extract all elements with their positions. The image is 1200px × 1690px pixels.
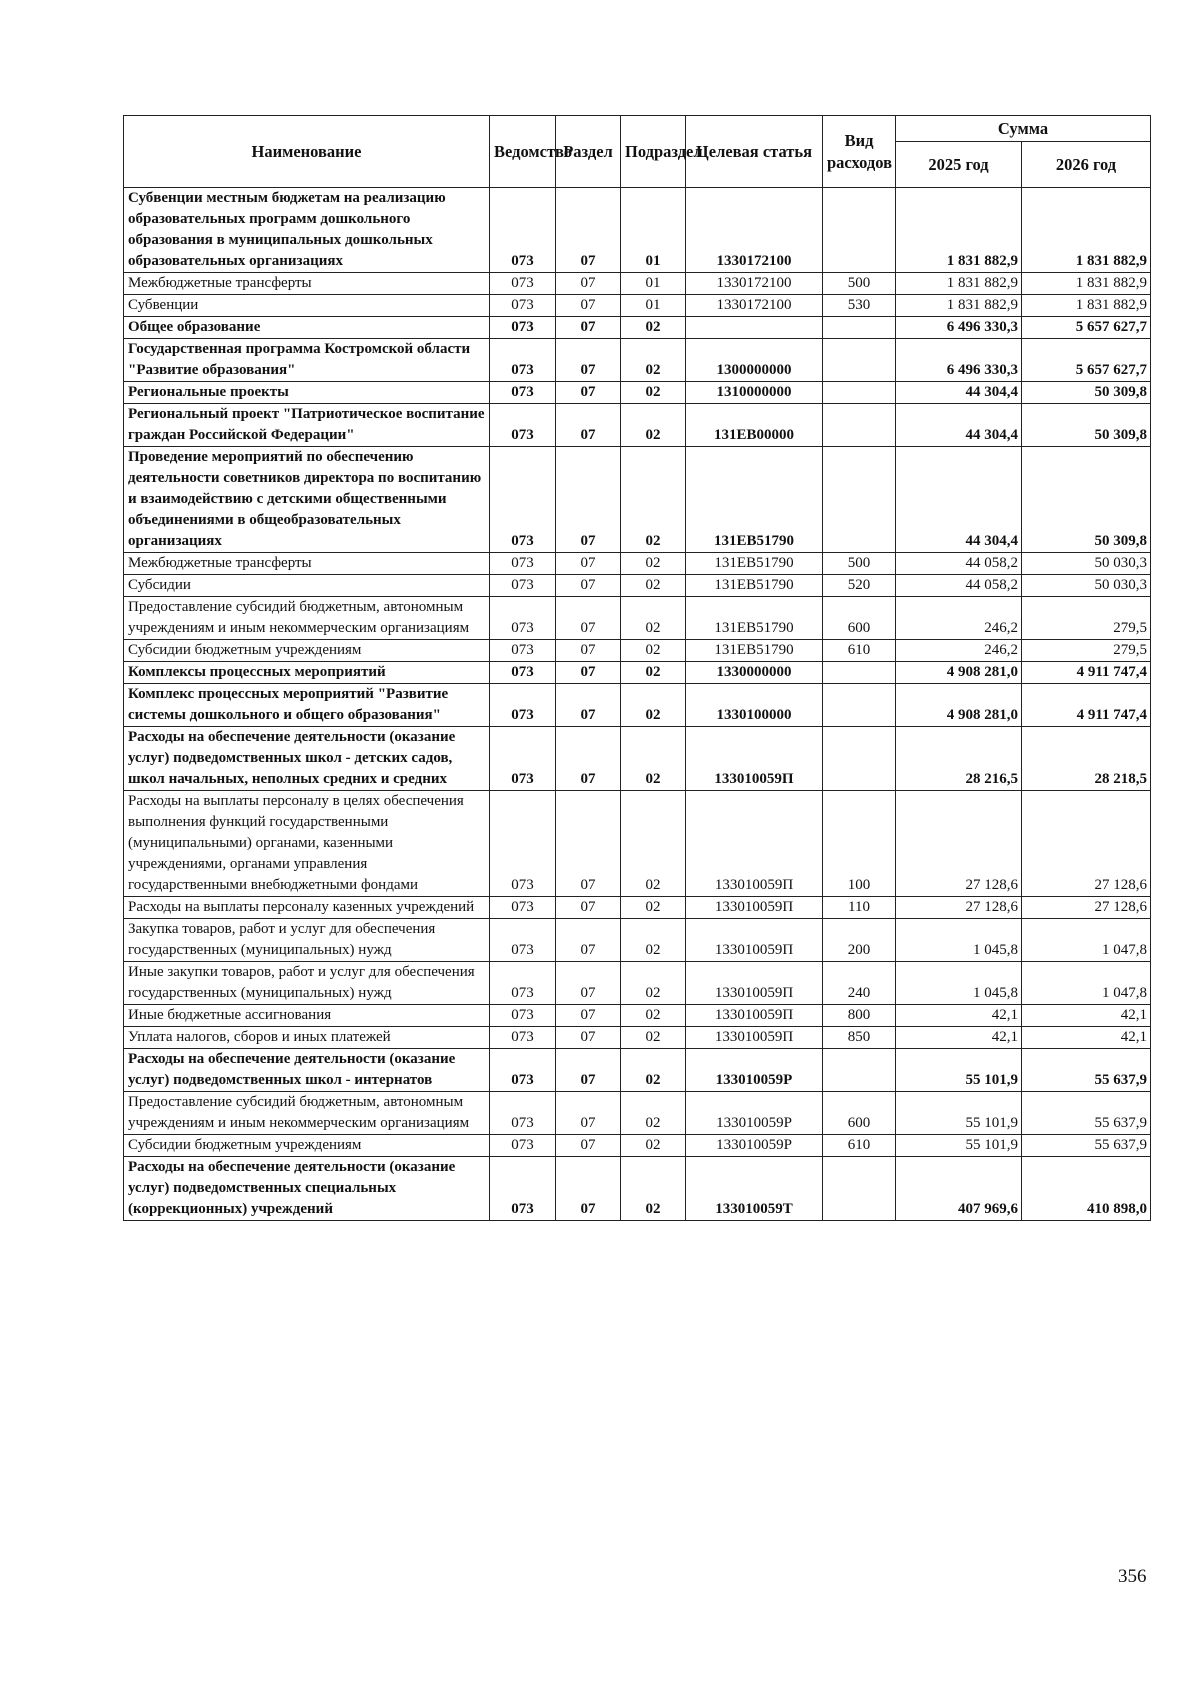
cell-razdel: 07 (556, 339, 621, 382)
cell-sum-2026: 1 047,8 (1022, 919, 1151, 962)
cell-celevaya-statya: 133010059П (686, 919, 823, 962)
cell-podrazdel: 02 (621, 404, 686, 447)
table-row (124, 791, 1151, 897)
cell-vid-rashodov: 240 (823, 962, 896, 1005)
table-row (124, 273, 1151, 295)
header-summa: Сумма (896, 116, 1151, 142)
cell-vid-rashodov (823, 727, 896, 791)
cell-razdel: 07 (556, 188, 621, 273)
cell-sum-2026: 42,1 (1022, 1027, 1151, 1049)
table-row (124, 404, 1151, 447)
table-row (124, 317, 1151, 339)
cell-vedomstvo: 073 (490, 295, 556, 317)
cell-name: Региональные проекты (124, 382, 490, 404)
cell-sum-2025: 42,1 (896, 1005, 1022, 1027)
cell-sum-2026: 1 831 882,9 (1022, 273, 1151, 295)
table-row (124, 962, 1151, 1005)
cell-razdel: 07 (556, 897, 621, 919)
cell-celevaya-statya: 131EB51790 (686, 640, 823, 662)
cell-vedomstvo: 073 (490, 897, 556, 919)
header-celevaya-statya: Целевая статья (686, 116, 823, 188)
table-row (124, 1049, 1151, 1092)
table-row (124, 1005, 1151, 1027)
cell-vedomstvo: 073 (490, 404, 556, 447)
cell-sum-2025: 6 496 330,3 (896, 317, 1022, 339)
cell-vid-rashodov: 530 (823, 295, 896, 317)
cell-celevaya-statya: 133010059П (686, 1005, 823, 1027)
cell-name: Закупка товаров, работ и услуг для обеспечения государственных (муниципальных) нужд (124, 919, 490, 962)
cell-vid-rashodov: 850 (823, 1027, 896, 1049)
cell-sum-2026: 4 911 747,4 (1022, 684, 1151, 727)
cell-name: Иные бюджетные ассигнования (124, 1005, 490, 1027)
cell-celevaya-statya: 1330172100 (686, 273, 823, 295)
table-row (124, 684, 1151, 727)
cell-celevaya-statya: 131EB51790 (686, 597, 823, 640)
cell-vedomstvo: 073 (490, 1027, 556, 1049)
cell-vedomstvo: 073 (490, 662, 556, 684)
cell-name: Комплекс процессных мероприятий "Развитие системы дошкольного и общего образования" (124, 684, 490, 727)
cell-vid-rashodov: 600 (823, 597, 896, 640)
budget-table (123, 115, 1151, 1221)
cell-vid-rashodov (823, 684, 896, 727)
cell-sum-2026: 5 657 627,7 (1022, 317, 1151, 339)
cell-sum-2026: 50 309,8 (1022, 382, 1151, 404)
cell-name: Иные закупки товаров, работ и услуг для обеспечения государственных (муниципальных) нужд (124, 962, 490, 1005)
cell-sum-2026: 42,1 (1022, 1005, 1151, 1027)
cell-vedomstvo: 073 (490, 1092, 556, 1135)
cell-sum-2025: 4 908 281,0 (896, 662, 1022, 684)
cell-vid-rashodov: 520 (823, 575, 896, 597)
cell-razdel: 07 (556, 382, 621, 404)
cell-name: Субвенции (124, 295, 490, 317)
cell-sum-2026: 4 911 747,4 (1022, 662, 1151, 684)
cell-sum-2026: 1 047,8 (1022, 962, 1151, 1005)
cell-sum-2026: 1 831 882,9 (1022, 188, 1151, 273)
cell-sum-2025: 44 304,4 (896, 382, 1022, 404)
cell-podrazdel: 02 (621, 791, 686, 897)
cell-vid-rashodov (823, 382, 896, 404)
cell-vedomstvo: 073 (490, 575, 556, 597)
cell-vedomstvo: 073 (490, 791, 556, 897)
cell-podrazdel: 02 (621, 597, 686, 640)
cell-sum-2025: 1 831 882,9 (896, 273, 1022, 295)
cell-vid-rashodov (823, 188, 896, 273)
header-vid-rashodov: Вид расходов (823, 116, 896, 188)
cell-vedomstvo: 073 (490, 597, 556, 640)
cell-sum-2025: 55 101,9 (896, 1135, 1022, 1157)
cell-celevaya-statya: 131EB51790 (686, 575, 823, 597)
cell-sum-2025: 27 128,6 (896, 897, 1022, 919)
cell-name: Государственная программа Костромской области "Развитие образования" (124, 339, 490, 382)
cell-sum-2025: 55 101,9 (896, 1049, 1022, 1092)
cell-sum-2025: 44 304,4 (896, 447, 1022, 553)
table-row (124, 188, 1151, 273)
cell-podrazdel: 02 (621, 1135, 686, 1157)
cell-razdel: 07 (556, 684, 621, 727)
cell-vid-rashodov: 100 (823, 791, 896, 897)
cell-sum-2025: 1 831 882,9 (896, 295, 1022, 317)
cell-sum-2026: 50 309,8 (1022, 447, 1151, 553)
cell-podrazdel: 02 (621, 897, 686, 919)
cell-sum-2025: 44 058,2 (896, 553, 1022, 575)
cell-vedomstvo: 073 (490, 317, 556, 339)
table-row (124, 295, 1151, 317)
cell-razdel: 07 (556, 317, 621, 339)
table-row (124, 919, 1151, 962)
cell-razdel: 07 (556, 1157, 621, 1221)
cell-sum-2025: 4 908 281,0 (896, 684, 1022, 727)
cell-podrazdel: 02 (621, 640, 686, 662)
cell-vedomstvo: 073 (490, 339, 556, 382)
cell-sum-2026: 27 128,6 (1022, 791, 1151, 897)
cell-sum-2026: 279,5 (1022, 597, 1151, 640)
cell-celevaya-statya: 133010059Р (686, 1092, 823, 1135)
cell-vid-rashodov: 500 (823, 553, 896, 575)
cell-name: Расходы на выплаты персоналу казенных учреждений (124, 897, 490, 919)
cell-sum-2025: 44 058,2 (896, 575, 1022, 597)
cell-podrazdel: 02 (621, 919, 686, 962)
cell-razdel: 07 (556, 404, 621, 447)
cell-podrazdel: 02 (621, 684, 686, 727)
cell-vid-rashodov (823, 317, 896, 339)
cell-podrazdel: 02 (621, 1049, 686, 1092)
cell-podrazdel: 02 (621, 339, 686, 382)
cell-podrazdel: 02 (621, 575, 686, 597)
cell-celevaya-statya: 1310000000 (686, 382, 823, 404)
header-year-2025: 2025 год (896, 142, 1022, 188)
budget-table-sheet (123, 115, 1150, 1221)
cell-razdel: 07 (556, 1092, 621, 1135)
table-row (124, 640, 1151, 662)
cell-name: Субвенции местным бюджетам на реализацию образовательных программ дошкольного образования в муниципальных дошкольных образовательных организациях (124, 188, 490, 273)
cell-sum-2025: 28 216,5 (896, 727, 1022, 791)
cell-celevaya-statya: 133010059Р (686, 1049, 823, 1092)
cell-vedomstvo: 073 (490, 640, 556, 662)
table-row (124, 1135, 1151, 1157)
table-row (124, 382, 1151, 404)
cell-razdel: 07 (556, 273, 621, 295)
cell-sum-2026: 5 657 627,7 (1022, 339, 1151, 382)
cell-name: Межбюджетные трансферты (124, 273, 490, 295)
cell-sum-2026: 1 831 882,9 (1022, 295, 1151, 317)
cell-name: Комплексы процессных мероприятий (124, 662, 490, 684)
cell-name: Предоставление субсидий бюджетным, автономным учреждениям и иным некоммерческим организациям (124, 597, 490, 640)
cell-vedomstvo: 073 (490, 447, 556, 553)
cell-celevaya-statya (686, 317, 823, 339)
cell-podrazdel: 01 (621, 295, 686, 317)
cell-razdel: 07 (556, 640, 621, 662)
cell-sum-2025: 27 128,6 (896, 791, 1022, 897)
cell-name: Уплата налогов, сборов и иных платежей (124, 1027, 490, 1049)
header-name: Наименование (124, 116, 490, 188)
table-row (124, 662, 1151, 684)
cell-razdel: 07 (556, 662, 621, 684)
cell-vid-rashodov: 610 (823, 640, 896, 662)
cell-podrazdel: 02 (621, 1157, 686, 1221)
cell-vedomstvo: 073 (490, 919, 556, 962)
table-row (124, 553, 1151, 575)
cell-celevaya-statya: 133010059П (686, 1027, 823, 1049)
cell-podrazdel: 02 (621, 962, 686, 1005)
cell-vedomstvo: 073 (490, 727, 556, 791)
cell-vedomstvo: 073 (490, 1005, 556, 1027)
cell-razdel: 07 (556, 1005, 621, 1027)
cell-razdel: 07 (556, 727, 621, 791)
cell-vedomstvo: 073 (490, 1135, 556, 1157)
cell-vedomstvo: 073 (490, 273, 556, 295)
cell-sum-2025: 55 101,9 (896, 1092, 1022, 1135)
table-header (124, 116, 1151, 188)
cell-podrazdel: 02 (621, 727, 686, 791)
cell-sum-2025: 246,2 (896, 640, 1022, 662)
cell-vedomstvo: 073 (490, 684, 556, 727)
cell-vid-rashodov: 800 (823, 1005, 896, 1027)
cell-name: Проведение мероприятий по обеспечению деятельности советников директора по воспитанию и взаимодействию с детскими общественными объединениями в общеобразовательных организациях (124, 447, 490, 553)
cell-celevaya-statya: 1330172100 (686, 295, 823, 317)
cell-name: Расходы на обеспечение деятельности (оказание услуг) подведомственных школ - интернатов (124, 1049, 490, 1092)
cell-vedomstvo: 073 (490, 1157, 556, 1221)
cell-name: Субсидии бюджетным учреждениям (124, 640, 490, 662)
cell-vid-rashodov: 610 (823, 1135, 896, 1157)
table-row (124, 447, 1151, 553)
cell-name: Субсидии (124, 575, 490, 597)
cell-vedomstvo: 073 (490, 188, 556, 273)
cell-sum-2026: 50 030,3 (1022, 575, 1151, 597)
cell-celevaya-statya: 133010059П (686, 727, 823, 791)
page-number: 356 (1118, 1566, 1147, 1587)
cell-celevaya-statya: 133010059П (686, 791, 823, 897)
table-row (124, 1027, 1151, 1049)
cell-celevaya-statya: 133010059П (686, 897, 823, 919)
cell-vid-rashodov: 600 (823, 1092, 896, 1135)
cell-celevaya-statya: 131EB51790 (686, 553, 823, 575)
header-podrazdel: Подраздел (621, 116, 686, 188)
cell-podrazdel: 02 (621, 662, 686, 684)
cell-razdel: 07 (556, 575, 621, 597)
cell-celevaya-statya: 133010059Т (686, 1157, 823, 1221)
cell-name: Расходы на обеспечение деятельности (оказание услуг) подведомственных школ - детских садов, школ начальных, неполных средних и средних (124, 727, 490, 791)
cell-sum-2025: 246,2 (896, 597, 1022, 640)
header-vedomstvo: Ведомство (490, 116, 556, 188)
table-row (124, 1092, 1151, 1135)
cell-sum-2026: 55 637,9 (1022, 1092, 1151, 1135)
table-row (124, 1157, 1151, 1221)
cell-sum-2025: 407 969,6 (896, 1157, 1022, 1221)
cell-sum-2026: 27 128,6 (1022, 897, 1151, 919)
cell-sum-2026: 28 218,5 (1022, 727, 1151, 791)
cell-sum-2025: 1 045,8 (896, 962, 1022, 1005)
cell-podrazdel: 02 (621, 317, 686, 339)
cell-name: Межбюджетные трансферты (124, 553, 490, 575)
cell-podrazdel: 02 (621, 553, 686, 575)
cell-razdel: 07 (556, 791, 621, 897)
table-body (124, 188, 1151, 1221)
cell-vedomstvo: 073 (490, 1049, 556, 1092)
cell-sum-2025: 44 304,4 (896, 404, 1022, 447)
cell-razdel: 07 (556, 919, 621, 962)
cell-sum-2026: 50 030,3 (1022, 553, 1151, 575)
cell-sum-2025: 1 045,8 (896, 919, 1022, 962)
cell-vedomstvo: 073 (490, 382, 556, 404)
header-razdel: Раздел (556, 116, 621, 188)
cell-vid-rashodov (823, 447, 896, 553)
cell-celevaya-statya: 1330100000 (686, 684, 823, 727)
cell-sum-2025: 1 831 882,9 (896, 188, 1022, 273)
cell-vid-rashodov (823, 1049, 896, 1092)
cell-vid-rashodov (823, 339, 896, 382)
cell-vid-rashodov: 200 (823, 919, 896, 962)
cell-podrazdel: 01 (621, 188, 686, 273)
cell-razdel: 07 (556, 447, 621, 553)
header-year-2026: 2026 год (1022, 142, 1151, 188)
cell-podrazdel: 02 (621, 1005, 686, 1027)
cell-podrazdel: 01 (621, 273, 686, 295)
cell-sum-2026: 279,5 (1022, 640, 1151, 662)
cell-vid-rashodov (823, 404, 896, 447)
cell-sum-2026: 55 637,9 (1022, 1135, 1151, 1157)
cell-razdel: 07 (556, 1049, 621, 1092)
cell-razdel: 07 (556, 597, 621, 640)
table-row (124, 897, 1151, 919)
cell-vid-rashodov: 110 (823, 897, 896, 919)
cell-vedomstvo: 073 (490, 553, 556, 575)
cell-name: Субсидии бюджетным учреждениям (124, 1135, 490, 1157)
cell-name: Общее образование (124, 317, 490, 339)
cell-sum-2025: 6 496 330,3 (896, 339, 1022, 382)
cell-celevaya-statya: 1330000000 (686, 662, 823, 684)
table-row (124, 339, 1151, 382)
cell-vid-rashodov (823, 662, 896, 684)
cell-sum-2026: 55 637,9 (1022, 1049, 1151, 1092)
table-row (124, 597, 1151, 640)
cell-name: Предоставление субсидий бюджетным, автономным учреждениям и иным некоммерческим организациям (124, 1092, 490, 1135)
table-row (124, 727, 1151, 791)
cell-razdel: 07 (556, 295, 621, 317)
cell-celevaya-statya: 133010059Р (686, 1135, 823, 1157)
cell-celevaya-statya: 131EB00000 (686, 404, 823, 447)
cell-celevaya-statya: 133010059П (686, 962, 823, 1005)
cell-name: Расходы на выплаты персоналу в целях обеспечения выполнения функций государственными (муниципальными) органами, казенными учреждениями, органами управления государственными внебюджетными фондами (124, 791, 490, 897)
cell-razdel: 07 (556, 1027, 621, 1049)
cell-vedomstvo: 073 (490, 962, 556, 1005)
table-row (124, 575, 1151, 597)
cell-name: Расходы на обеспечение деятельности (оказание услуг) подведомственных специальных (коррекционных) учреждений (124, 1157, 490, 1221)
cell-razdel: 07 (556, 1135, 621, 1157)
cell-name: Региональный проект "Патриотическое воспитание граждан Российской Федерации" (124, 404, 490, 447)
cell-razdel: 07 (556, 553, 621, 575)
cell-sum-2026: 410 898,0 (1022, 1157, 1151, 1221)
cell-podrazdel: 02 (621, 1092, 686, 1135)
cell-podrazdel: 02 (621, 447, 686, 553)
cell-vid-rashodov (823, 1157, 896, 1221)
cell-sum-2025: 42,1 (896, 1027, 1022, 1049)
cell-podrazdel: 02 (621, 1027, 686, 1049)
cell-sum-2026: 50 309,8 (1022, 404, 1151, 447)
cell-razdel: 07 (556, 962, 621, 1005)
cell-podrazdel: 02 (621, 382, 686, 404)
cell-celevaya-statya: 1300000000 (686, 339, 823, 382)
cell-vid-rashodov: 500 (823, 273, 896, 295)
cell-celevaya-statya: 131EB51790 (686, 447, 823, 553)
cell-celevaya-statya: 1330172100 (686, 188, 823, 273)
